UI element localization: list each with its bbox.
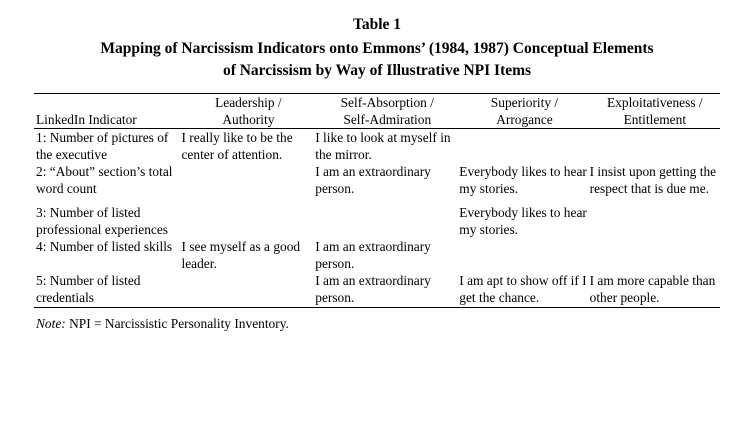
row-self-absorption	[315, 204, 459, 238]
table-title-line-2: of Narcissism by Way of Illustrative NPI Items	[222, 62, 532, 80]
row-self-absorption: I am an extraordinary person.	[315, 273, 431, 306]
column-header-indicator-line-1: LinkedIn Indicator	[36, 111, 137, 127]
row-superiority	[459, 129, 589, 163]
row-exploitativeness	[590, 204, 720, 238]
row-leadership	[181, 163, 315, 197]
column-header-self-absorption-line-2: Self-Admiration	[343, 111, 432, 127]
row-exploitativeness: I insist upon getting the respect that is due me.	[589, 164, 717, 197]
column-header-superiority	[459, 94, 589, 128]
row-exploitativeness: I am more capable than other people.	[589, 273, 716, 306]
column-header-leadership-line-1: Leadership /	[215, 94, 282, 110]
column-header-exploitativeness-line-2: Entitlement	[623, 111, 687, 127]
row-exploitativeness	[590, 238, 720, 272]
row-exploitativeness	[590, 129, 720, 163]
row-leadership: I really like to be the center of attention.	[181, 129, 293, 163]
table-header-row	[34, 94, 720, 128]
row-self-absorption: I am an extraordinary person.	[315, 164, 431, 197]
table-title	[47, 38, 707, 83]
table-row	[34, 204, 720, 238]
table-note-text: NPI = Narcissistic Personality Inventory.	[65, 315, 289, 331]
row-indicator: 3: Number of listed professional experiences	[36, 204, 168, 237]
row-superiority: I am apt to show off if I get the chance.	[459, 273, 587, 306]
table-number-label: Table 1	[352, 16, 402, 33]
row-superiority: Everybody likes to hear my stories.	[459, 204, 587, 237]
column-header-leadership	[181, 94, 315, 128]
row-self-absorption: I like to look at myself in the mirror.	[315, 129, 451, 163]
table-row	[34, 129, 720, 163]
row-self-absorption: I am an extraordinary person.	[315, 238, 431, 272]
column-header-superiority-line-1: Superiority /	[490, 94, 559, 110]
table-row	[34, 238, 720, 272]
row-indicator: 2: “About” section’s total word count	[36, 164, 173, 197]
mapping-table-body	[34, 129, 720, 307]
column-header-superiority-line-2: Arrogance	[496, 111, 553, 127]
row-leadership: I see myself as a good leader.	[181, 238, 301, 272]
column-header-exploitativeness	[590, 94, 720, 128]
table-row	[34, 272, 720, 306]
row-leadership	[181, 272, 315, 306]
column-header-exploitativeness-line-1: Exploitativeness /	[607, 94, 703, 110]
column-header-self-absorption-line-1: Self-Absorption /	[340, 94, 434, 110]
table-note-label: Note:	[36, 315, 66, 331]
mapping-table	[34, 94, 720, 128]
row-superiority: Everybody likes to hear my stories.	[459, 164, 587, 197]
table-row	[34, 163, 720, 197]
row-indicator: 1: Number of pictures of the executive	[36, 129, 169, 163]
row-indicator: 4: Number of listed skills	[36, 238, 173, 254]
column-header-indicator	[34, 94, 181, 128]
table-header	[34, 94, 720, 128]
table-note	[34, 308, 720, 332]
column-header-self-absorption	[315, 94, 459, 128]
table-title-line-1: Mapping of Narcissism Indicators onto Emmons’ (1984, 1987) Conceptual Elements	[100, 39, 654, 57]
row-superiority	[459, 238, 589, 272]
column-header-leadership-line-2: Authority	[222, 111, 275, 127]
row-indicator: 5: Number of listed credentials	[36, 273, 141, 306]
row-leadership	[181, 204, 315, 238]
